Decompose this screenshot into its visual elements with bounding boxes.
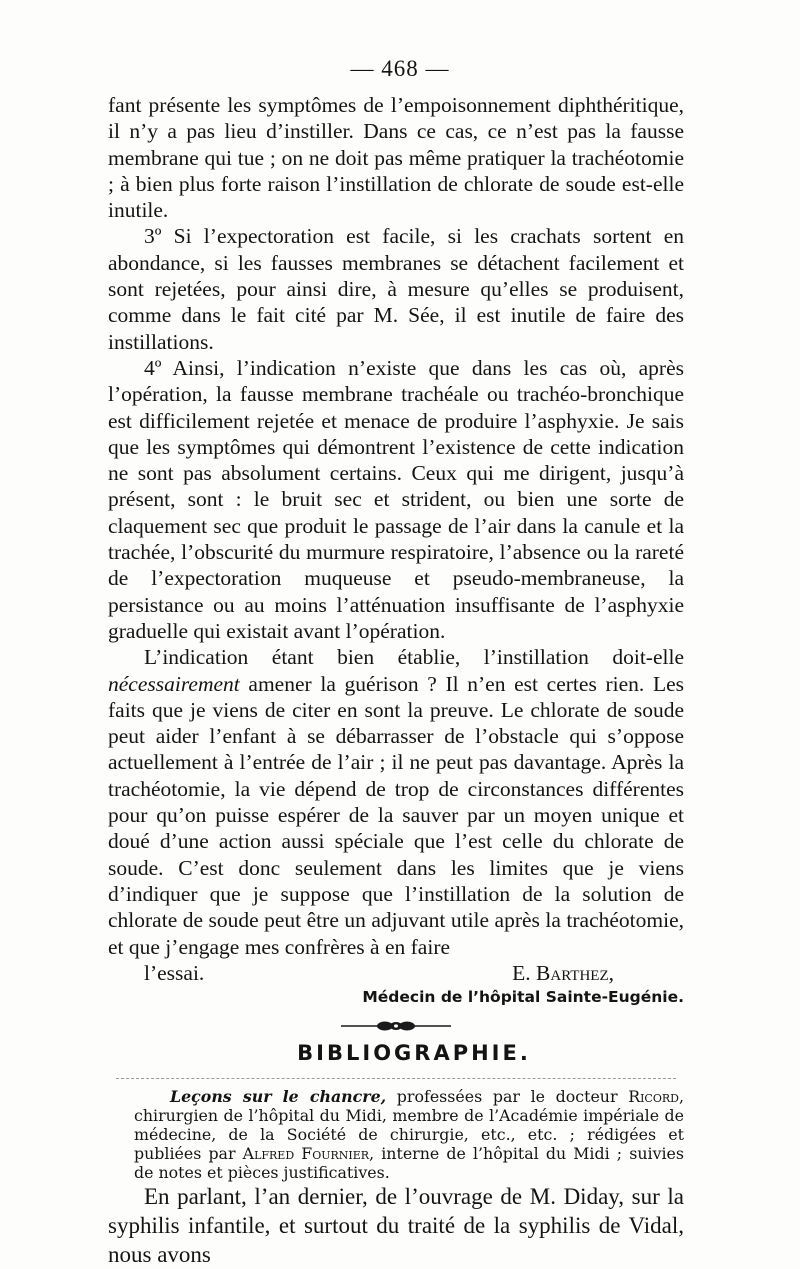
bibliography-entry-author: Ricord	[628, 1087, 679, 1107]
indication-text-end: amener la guérison ? Il n’en est certes rien. Les faits que je viens de citer en sont la preuve. Le chlorate de soude peut aider l’enfant à se débarrasser de l’obstacle qui s’oppose actuellement à l’entrée de l’air ; il ne peut pas davantage. Après la trachéotomie, la vie dépend de trop de circonstances différentes pour qu’on puisse espérer de la sauver par un moyen unique et doué d’une action aussi spéciale que l’est celle du chlorate de soude. C’est donc seulement dans les limites que je viens d’indiquer que je suppose que l’instillation de la solution de chlorate de soude peut être un adjuvant utile après la trachéotomie, et que j’engage mes confrères à en faire	[108, 671, 684, 959]
signature-line	[108, 960, 684, 986]
emphasis-necessairement: nécessairement	[108, 671, 240, 696]
paragraph-continuation: fant présente les symptômes de l’empoisonnement diphthéritique, il n’y a pas lieu d’instiller. Dans ce cas, ce n’est pas la fausse membrane qui tue ; on ne doit pas même pratiquer la trachéotomie ; à bien plus forte raison l’instillation de chlorate de soude est-elle inutile.	[108, 93, 684, 223]
indication-text-start: L’indication étant bien établie, l’instillation doit-elle	[144, 645, 684, 670]
signature-lead: l’essai.	[144, 960, 205, 985]
paragraph-point-4: 4º Ainsi, l’indication n’existe que dans les cas où, après l’opération, la fausse membrane trachéale ou trachéo-bronchique est difficilement rejetée et menace de produire l’asphyxie. Je sais que les symptômes qui démontrent l’existence de cette indication ne sont pas absolument certains. Ceux qui me dirigent, jusqu’à présent, sont : le bruit sec et strident, ou bien une sorte de claquement sec que produit le passage de l’air dans la canule et la trachée, l’obscurité du murmure respiratoire, l’absence ou la rareté de l’expectoration muqueuse et pseudo-membraneuse, la persistance ou au moins l’atténuation insuffisante de l’asphyxie graduelle qui existait avant l’opération.	[108, 355, 684, 643]
paragraph-indication	[108, 644, 684, 960]
dashed-rule	[116, 1078, 676, 1079]
closing-paragraph: En parlant, l’an dernier, de l’ouvrage de M. Diday, sur la syphilis infantile, et surtout du traité de la syphilis de Vidal, nous avons	[108, 1184, 684, 1268]
signature-initial: E.	[512, 960, 531, 985]
bibliography-heading: BIBLIOGRAPHIE.	[297, 1041, 531, 1066]
ornament-divider	[108, 1020, 684, 1032]
ornament-divider-icon	[341, 1020, 451, 1032]
paragraph-point-3: 3º Si l’expectoration est facile, si les crachats sortent en abondance, si les fausses membranes se détachent facilement et sont rejetées, pour ainsi dire, à mesure qu’elles se produisent, comme dans le fait cité par M. Sée, il est inutile de faire des instillations.	[108, 224, 684, 354]
signature-role: Médecin de l’hôpital Sainte-Eugénie.	[362, 988, 684, 1007]
signature-name	[476, 960, 684, 986]
bibliography-entry-editor: Alfred Fournier	[242, 1144, 370, 1164]
bibliography-entry-text-2: , chirurgien de l’hôpital du Midi, membre de l’Académie impériale de médecine, de la Société de chirurgie, etc., etc. ; rédigées et publiées par	[134, 1087, 684, 1164]
bibliography-entry-text-1: professées par le docteur	[386, 1087, 629, 1107]
body-text	[108, 92, 684, 1269]
signature-surname: Barthez,	[536, 960, 614, 985]
bibliography-entry-title: Leçons sur le chancre,	[170, 1087, 387, 1107]
page-number: — 468 —	[350, 56, 450, 81]
bibliography-entry-text-3: , interne de l’hôpital du Midi ; suivies de notes et pièces justificatives.	[134, 1144, 685, 1183]
bibliography-entry	[108, 1087, 684, 1182]
